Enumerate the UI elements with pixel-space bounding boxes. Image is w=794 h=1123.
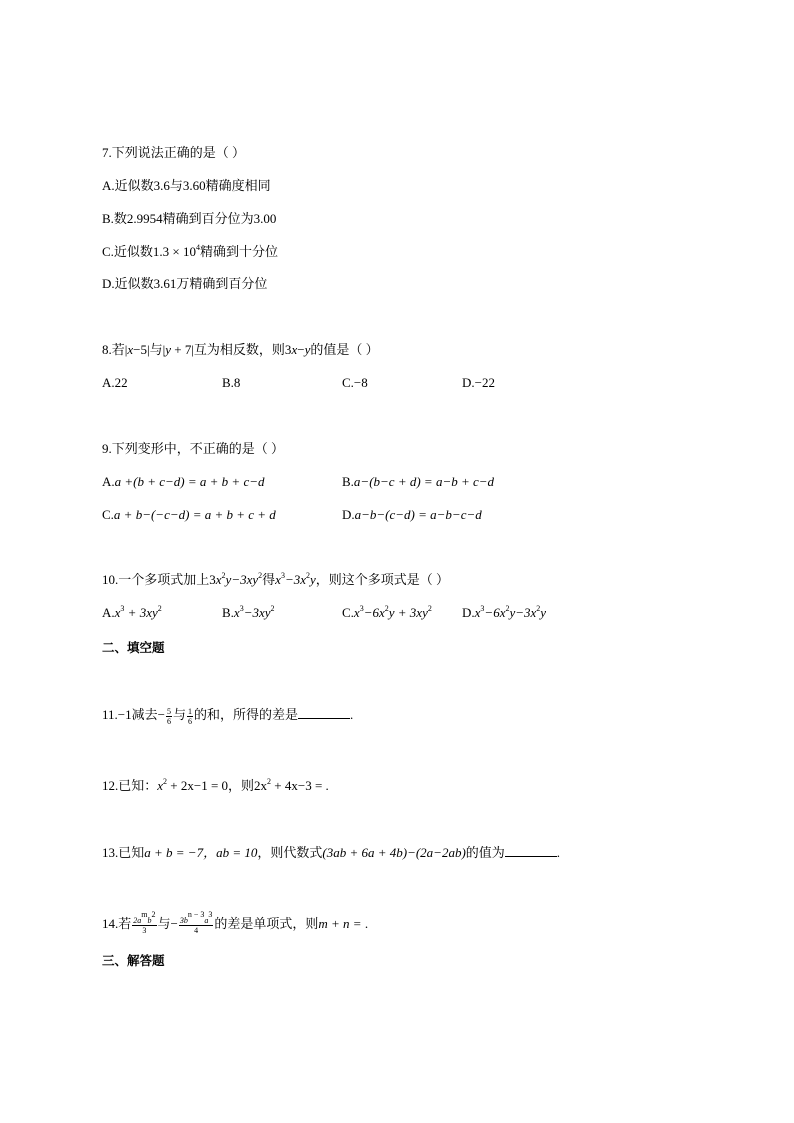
q10-stem: 10.一个多项式加上$3x^2y-3xy^2$得$x^3-3x^2y$，则这个多项式是（ ） (102, 571, 450, 587)
q10-option-a: $A.x^3 + 3xy^2$ (102, 604, 162, 620)
q9-option-a: A.a +(b + c−d) = a + b + c−d (102, 474, 265, 489)
q8-option-c: C.−8 (342, 375, 368, 390)
fraction: $\frac{2a^mb^2}{3}$ (133, 910, 156, 936)
q8-stem: 8.若|x−5|与|y + 7|互为相反数，则3x−y的值是（ ） (102, 342, 379, 357)
fraction: $\frac{1}{6}$ (187, 706, 192, 726)
fraction: $\frac{5}{6}$ (166, 706, 171, 726)
q9-option-d: D.a−b−(c−d) = a−b−c−d (342, 507, 482, 522)
q7-stem: 7.下列说法正确的是（ ） (102, 145, 246, 160)
q8-option-b: B.8 (222, 375, 241, 390)
q14-stem: 14.若 $\frac{2a^mb^2}{3}$ 与− $\frac{3b^{n - 3}a^3}{4}$ 的差是单项式，则m + n = . (102, 910, 369, 936)
q10-option-c: $C.x^3-6x^2y + 3xy^2$ (342, 604, 432, 620)
section-heading-solve: 三、解答题 (102, 953, 165, 968)
q7-option-a: A.近似数3.6与3.60精确度相同 (102, 178, 271, 193)
q7-option-b: B.数2.9954精确到百分位为3.00 (102, 211, 277, 226)
answer-blank (505, 844, 557, 857)
q9-stem: 9.下列变形中，不正确的是（ ） (102, 441, 285, 456)
q8-option-a: A.22 (102, 375, 128, 390)
q12-stem: 12.已知：$x^2 + 2x-1 = 0$，则$2x^2 + 4x-3$ = . (102, 777, 329, 793)
q13-stem: 13.已知a + b = −7，ab = 10，则代数式(3ab + 6a + 4b)−(2a−2ab)的值为 . (102, 845, 561, 860)
q7-option-d: D.近似数3.61万精确到百分位 (102, 276, 268, 291)
answer-blank (298, 706, 350, 719)
q8-option-d: D.−22 (462, 375, 495, 390)
q9-option-b: B.a−(b−c + d) = a−b + c−d (342, 474, 495, 489)
fraction: $\frac{3b^{n - 3}a^3}{4}$ (179, 910, 213, 936)
q10-option-d: $D.x^3-6x^2y-3x^2y$ (462, 604, 547, 620)
q9-option-c: C.a + b−(−c−d) = a + b + c + d (102, 507, 276, 522)
q10-option-b: $B.x^3-3xy^2$ (222, 604, 275, 620)
q7-option-c: C.近似数$1.3 \times 10^4$精确到十分位 (102, 243, 279, 259)
q11-stem: 11.−1减去− $\frac{5}{6}$ 与 $\frac{1}{6}$ 的和，所得的差是 . (102, 706, 354, 726)
section-heading-fill-in: 二、填空题 (102, 640, 165, 655)
